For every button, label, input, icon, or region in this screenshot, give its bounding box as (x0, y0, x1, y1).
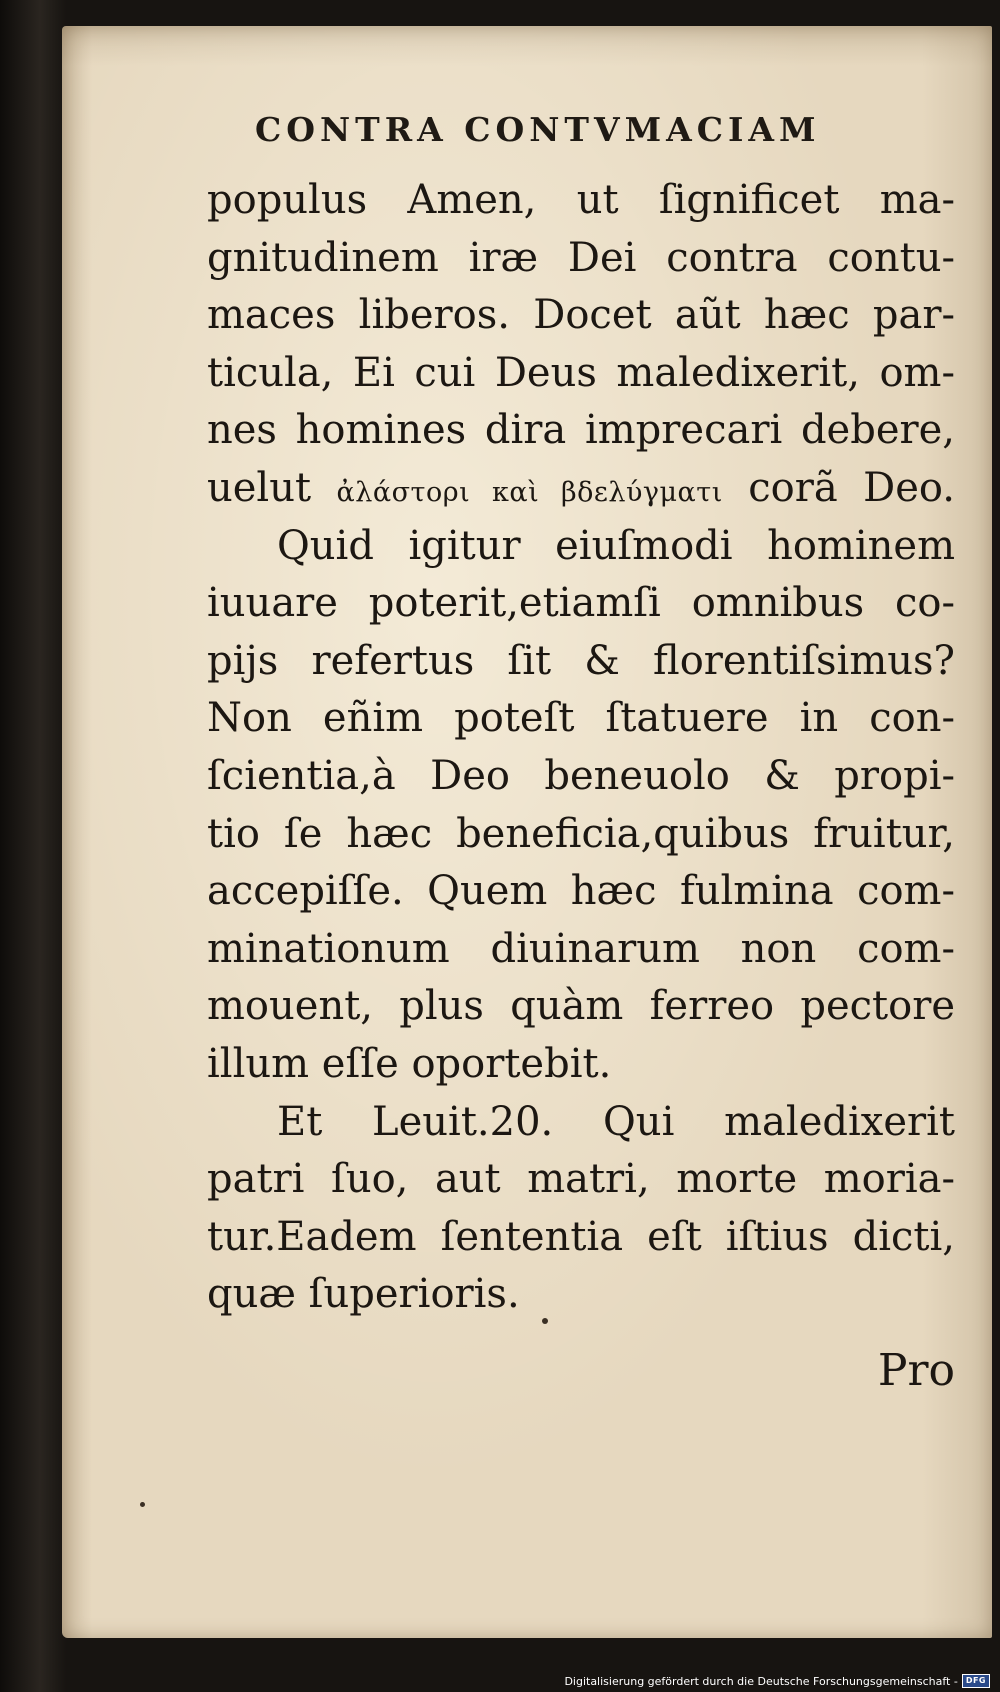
text-line: accepiſſe. Quem hæc fulmina com- (207, 868, 955, 915)
latin-word: uelut (207, 464, 312, 511)
digitization-credit (564, 1674, 990, 1688)
text-line: nes homines dira imprecari debere, (207, 407, 955, 454)
text-line: ſcientia,à Deo beneuolo & propi- (207, 752, 955, 799)
latin-word: corã Deo. (748, 464, 955, 511)
text-line: minationum diuinarum non com- (207, 925, 955, 972)
text-line: tur.Eadem ſententia eſt iſtius dicti, (207, 1213, 955, 1260)
credit-text: Digitalisierung gefördert durch die Deutsche Forschungsgemeinschaft - (564, 1674, 958, 1688)
text-line: mouent, plus quàm ferreo pectore (207, 983, 955, 1030)
ink-speck (140, 1502, 145, 1507)
text-line: maces liberos. Docet aũt hæc par- (207, 292, 955, 339)
text-line: quæ ſuperioris. (207, 1271, 520, 1318)
text-line: Quid igitur eiuſmodi hominem (277, 522, 955, 569)
text-line: Et Leuit.20. Qui maledixerit (277, 1098, 955, 1145)
text-line: ticula, Ei cui Deus maledixerit, om- (207, 349, 955, 396)
page-text (207, 172, 955, 1324)
text-line: tio ſe hæc beneficia,quibus fruitur, (207, 810, 955, 857)
text-line-greek (207, 460, 955, 518)
text-line: Non eñim poteſt ſtatuere in con- (207, 695, 955, 742)
greek-phrase: ἀλάστορι καὶ βδελύγματι (336, 476, 723, 508)
running-head: CONTRA CONTVMACIAM (255, 110, 821, 149)
catchword: Pro (877, 1345, 955, 1396)
text-line: illum eſſe oportebit. (207, 1040, 612, 1087)
dfg-logo-icon: DFG (962, 1674, 990, 1688)
text-line: populus Amen, ut ſignificet ma- (207, 177, 955, 223)
text-line: pijs refertus ſit & florentiſsimus? (207, 637, 955, 684)
text-line: patri ſuo, aut matri, morte moria- (207, 1156, 955, 1203)
text-line: iuuare poterit,etiamſi omnibus co- (207, 580, 955, 627)
text-line: gnitudinem iræ Dei contra contu- (207, 234, 955, 281)
